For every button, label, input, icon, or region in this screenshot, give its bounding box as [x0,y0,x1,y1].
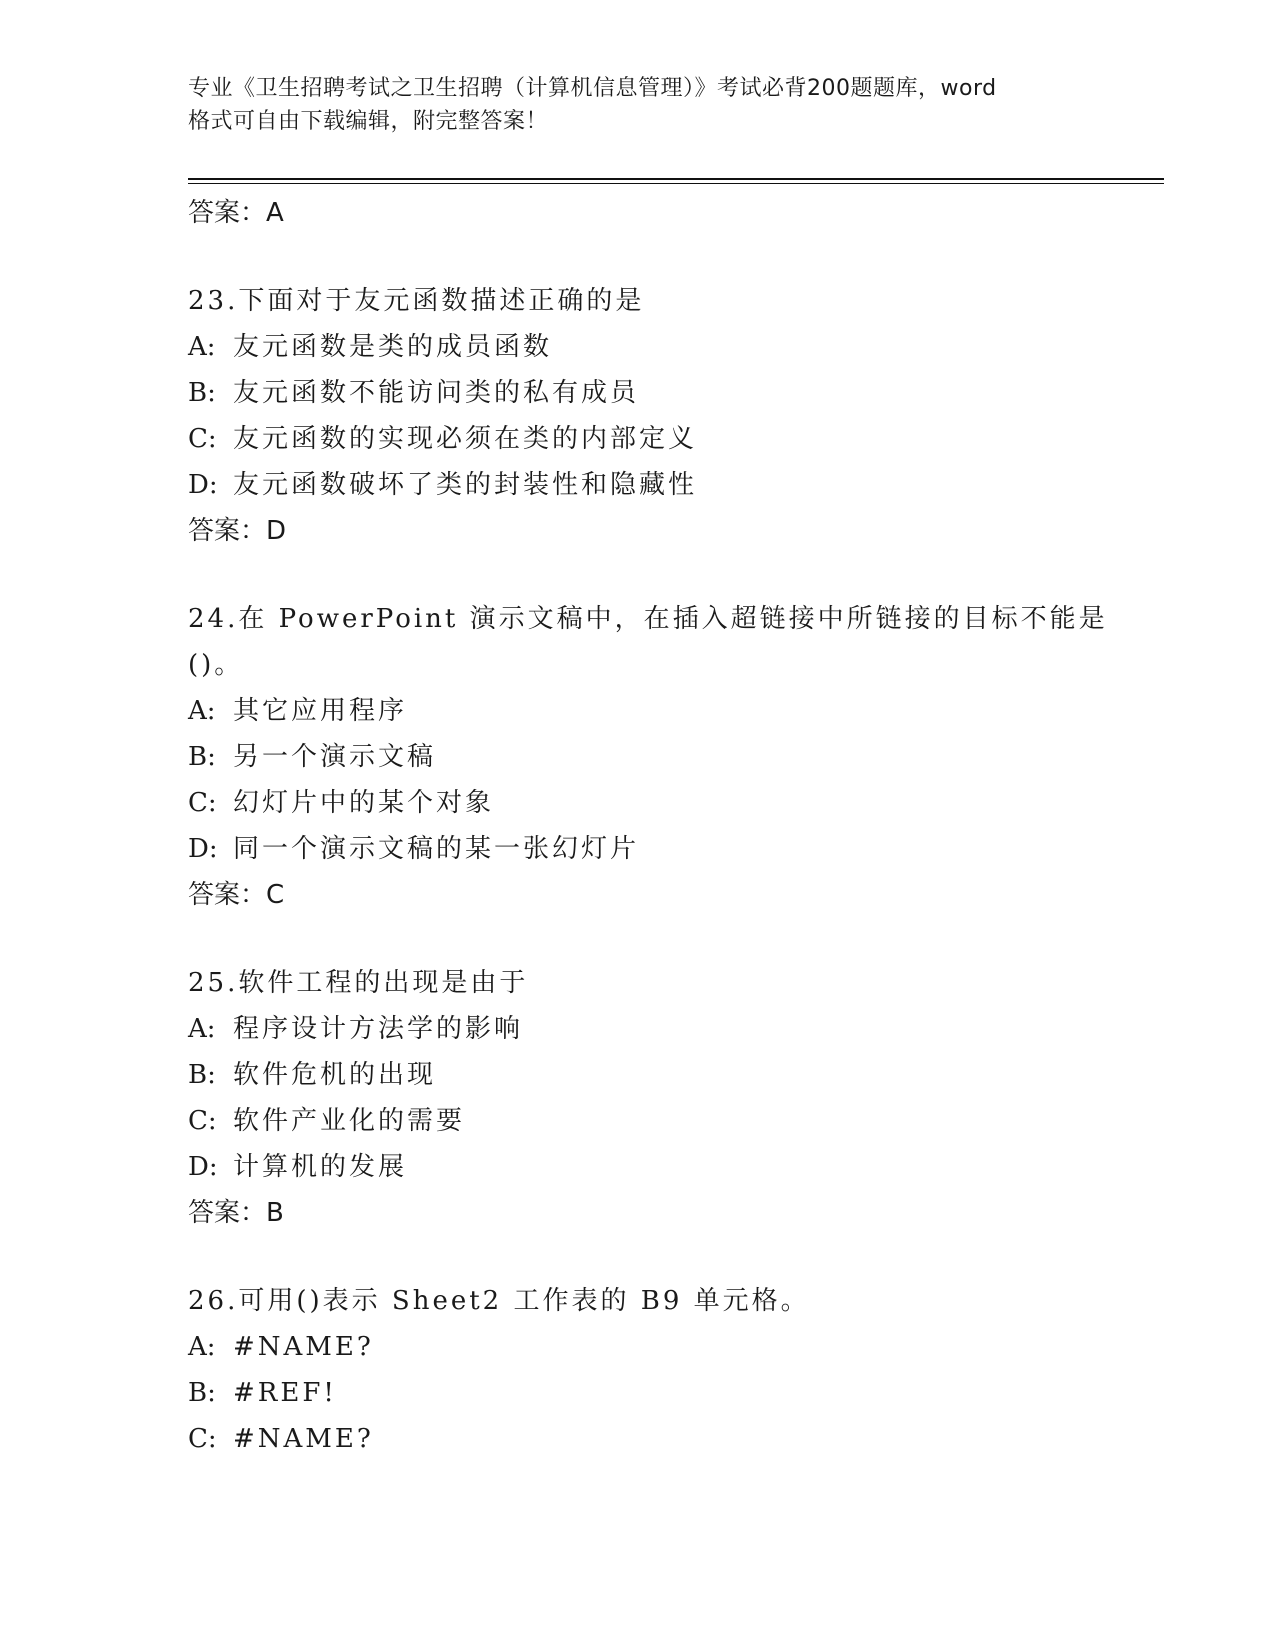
option-text: 软件危机的出现 [233,1060,437,1090]
option-a [188,324,1088,370]
option-letter: A: [188,332,216,362]
option-letter: D: [188,834,218,864]
question-title: 24.在 PowerPoint 演示文稿中，在插入超链接中所链接的目标不能是 [188,604,1108,634]
answer-label: 答案：C [188,880,285,910]
question-26 [188,1278,1088,1462]
option-b [188,1370,1088,1416]
option-letter: D: [188,1152,218,1182]
option-letter: A: [188,696,216,726]
answer-label: 答案：D [188,516,287,546]
option-text: 其它应用程序 [233,696,408,726]
option-text: 软件产业化的需要 [233,1106,466,1136]
option-letter: C: [188,1424,217,1454]
option-text: 友元函数破坏了类的封装性和隐藏性 [233,470,698,500]
option-letter: B: [188,742,216,772]
option-letter: A: [188,1014,216,1044]
option-d [188,1144,1088,1190]
question-23 [188,278,1088,550]
option-letter: C: [188,1106,217,1136]
question-list [188,190,1108,1462]
option-text: 幻灯片中的某个对象 [233,788,495,818]
option-text: 程序设计方法学的影响 [233,1014,524,1044]
header-divider-thin [188,183,1164,184]
answer-label: 答案：A [188,198,284,228]
option-c [188,780,1088,826]
option-text: #NAME? [233,1424,374,1454]
option-letter: C: [188,424,217,454]
option-text: 同一个演示文稿的某一张幻灯片 [233,834,640,864]
option-d [188,826,1088,872]
option-letter: C: [188,788,217,818]
option-letter: D: [188,470,218,500]
option-text: #NAME? [233,1332,374,1362]
header-line-1: 专业《卫生招聘考试之卫生招聘（计算机信息管理）》考试必背200题题库，word [188,76,997,101]
option-b [188,1052,1088,1098]
question-25 [188,960,1088,1232]
option-letter: A: [188,1332,216,1362]
question-title: 26.可用()表示 Sheet2 工作表的 B9 单元格。 [188,1286,810,1316]
option-text: 友元函数的实现必须在类的内部定义 [233,424,698,454]
question-title: 25.软件工程的出现是由于 [188,968,529,998]
option-b [188,734,1088,780]
option-a [188,1324,1088,1370]
option-text: 友元函数是类的成员函数 [233,332,553,362]
option-letter: B: [188,1378,216,1408]
document-header [188,72,1088,138]
option-text: #REF! [233,1378,337,1408]
header-divider-thick [188,178,1164,180]
question-title: 23.下面对于友元函数描述正确的是 [188,286,645,316]
option-letter: B: [188,1060,216,1090]
question-24 [188,596,1108,914]
header-line-2: 格式可自由下载编辑，附完整答案！ [188,109,549,134]
option-a [188,688,1088,734]
option-letter: B: [188,378,216,408]
option-text: 计算机的发展 [233,1152,408,1182]
option-b [188,370,1088,416]
option-a [188,1006,1088,1052]
option-text: 另一个演示文稿 [233,742,437,772]
question-title-continuation: ()。 [188,650,244,680]
option-text: 友元函数不能访问类的私有成员 [233,378,640,408]
option-c [188,416,1088,462]
option-d [188,462,1088,508]
option-c [188,1416,1088,1462]
option-c [188,1098,1088,1144]
answer-label: 答案：B [188,1198,284,1228]
